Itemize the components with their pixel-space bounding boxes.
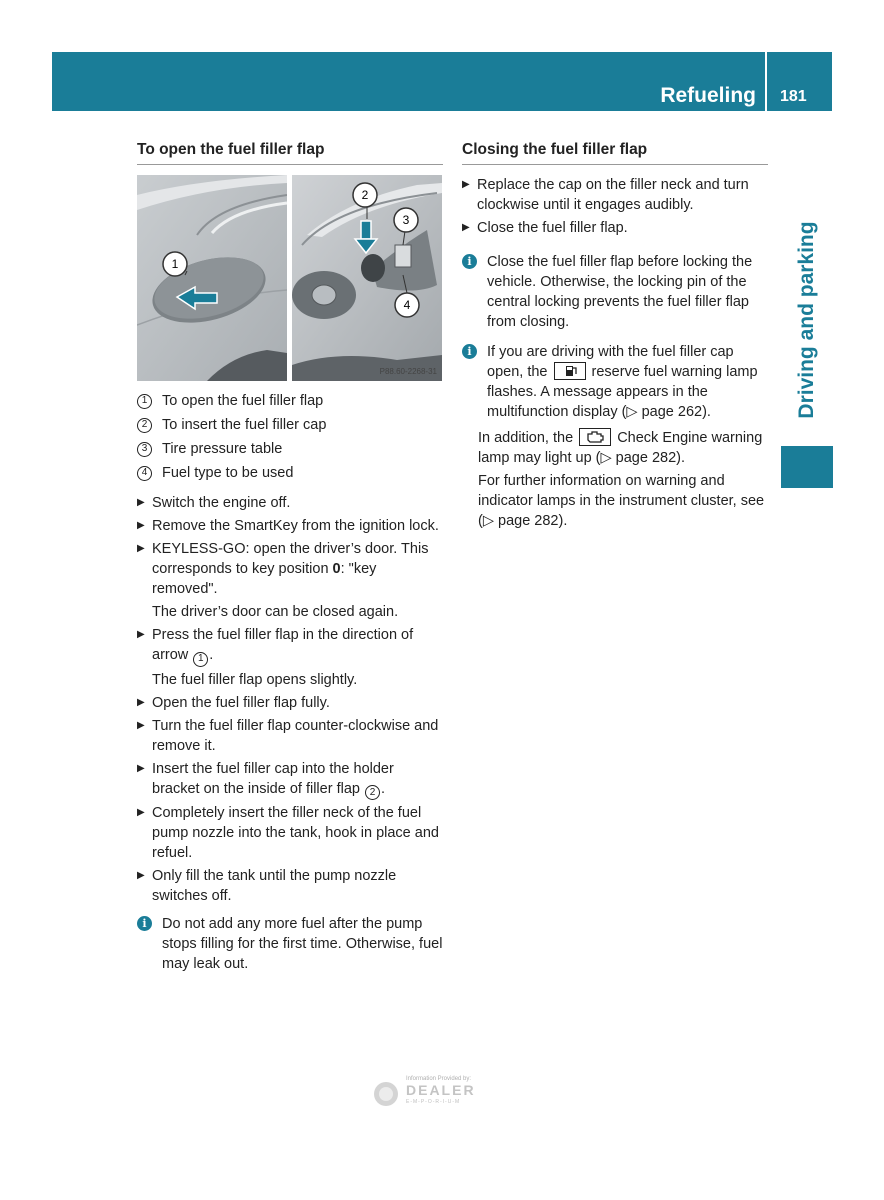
chapter-marker (781, 446, 833, 488)
step-remove-key: ▶ Remove the SmartKey from the ignition lock. (137, 516, 443, 536)
chapter-tab (781, 200, 833, 440)
callout-2-label: 2 (361, 188, 369, 202)
step-keyless-go: ▶ KEYLESS-GO: open the driver’s door. This corresponds to key position 0: "key removed". (137, 539, 443, 599)
header-divider (765, 52, 767, 111)
left-column (137, 140, 443, 980)
info-icon: i (462, 254, 477, 269)
fuel-flap-illustration (137, 175, 442, 381)
chapter-label: Driving and parking (795, 221, 818, 419)
page-header (52, 52, 832, 111)
check-engine-paragraph: In addition, the Check Engine warning lamp may light up (▷ page 282). (478, 430, 763, 466)
info-icon: i (137, 916, 152, 931)
left-heading: To open the fuel filler flap (137, 140, 443, 165)
info-note: i Do not add any more fuel after the pump stops filling for the first time. Otherwise, fuel may leak out. (137, 914, 443, 974)
figure-legend (137, 389, 443, 485)
info-icon: i (462, 344, 477, 359)
step-close-flap: ▶ Close the fuel filler flap. (462, 218, 768, 238)
result-flap-opens: The fuel filler flap opens slightly. (152, 671, 358, 688)
step-engine-off: ▶ Switch the engine off. (137, 493, 443, 513)
filler-cap (361, 254, 385, 282)
fuel-pump-icon (554, 362, 586, 380)
tire-pressure-label (395, 245, 411, 267)
info-note-locking: i Close the fuel filler flap before locking the vehicle. Otherwise, the locking pin of the central locking prevents the fuel filler flap from closing. (462, 252, 768, 332)
legend-item: 3 Tire pressure table (137, 437, 443, 461)
right-heading: Closing the fuel filler flap (462, 140, 768, 165)
callout-3-label: 3 (402, 213, 410, 227)
check-engine-icon (579, 428, 611, 446)
illustration-svg (137, 175, 442, 381)
step-turn-flap: ▶ Turn the fuel filler flap counter-clockwise and remove it. (137, 716, 443, 756)
svg-text:DEALER: DEALER (406, 1082, 476, 1098)
right-column (462, 140, 768, 534)
step-replace-cap: ▶ Replace the cap on the filler neck and turn clockwise until it engages audibly. (462, 175, 768, 215)
step-insert-nozzle: ▶ Completely insert the filler neck of the fuel pump nozzle into the tank, hook in place and refuel. (137, 803, 443, 863)
further-info-paragraph: For further information on warning and indicator lamps in the instrument cluster, see (▷ page 282). (478, 473, 765, 529)
callout-1-label: 1 (171, 257, 179, 271)
info-note-driving: i If you are driving with the fuel filler cap open, the reserve fuel warning lamp flashes. A message appears in the multifunction display (▷ page 262). (462, 342, 768, 422)
legend-item: 2 To insert the fuel filler cap (137, 413, 443, 437)
step-fill-tank: ▶ Only fill the tank until the pump nozzle switches off. (137, 866, 443, 906)
figure-code: P88.60-2268-31 (379, 367, 437, 376)
page-number: 181 (780, 88, 807, 105)
step-press-flap: ▶ Press the fuel filler flap in the direction of arrow 1 . (137, 625, 443, 667)
section-title: Refueling (660, 84, 756, 107)
step-open-flap: ▶ Open the fuel filler flap fully. (137, 693, 443, 713)
svg-text:Information Provided by:: Information Provided by: (406, 1076, 472, 1082)
dealer-emporium-logo (372, 1072, 504, 1112)
step-insert-cap: ▶ Insert the fuel filler cap into the holder bracket on the inside of filler flap 2 . (137, 759, 443, 801)
callout-4-label: 4 (403, 298, 411, 312)
legend-item: 1 To open the fuel filler flap (137, 389, 443, 413)
svg-text:E-M-P-O-R-I-U-M: E-M-P-O-R-I-U-M (406, 1099, 461, 1105)
legend-item: 4 Fuel type to be used (137, 461, 443, 485)
result-door: The driver’s door can be closed again. (152, 604, 399, 620)
